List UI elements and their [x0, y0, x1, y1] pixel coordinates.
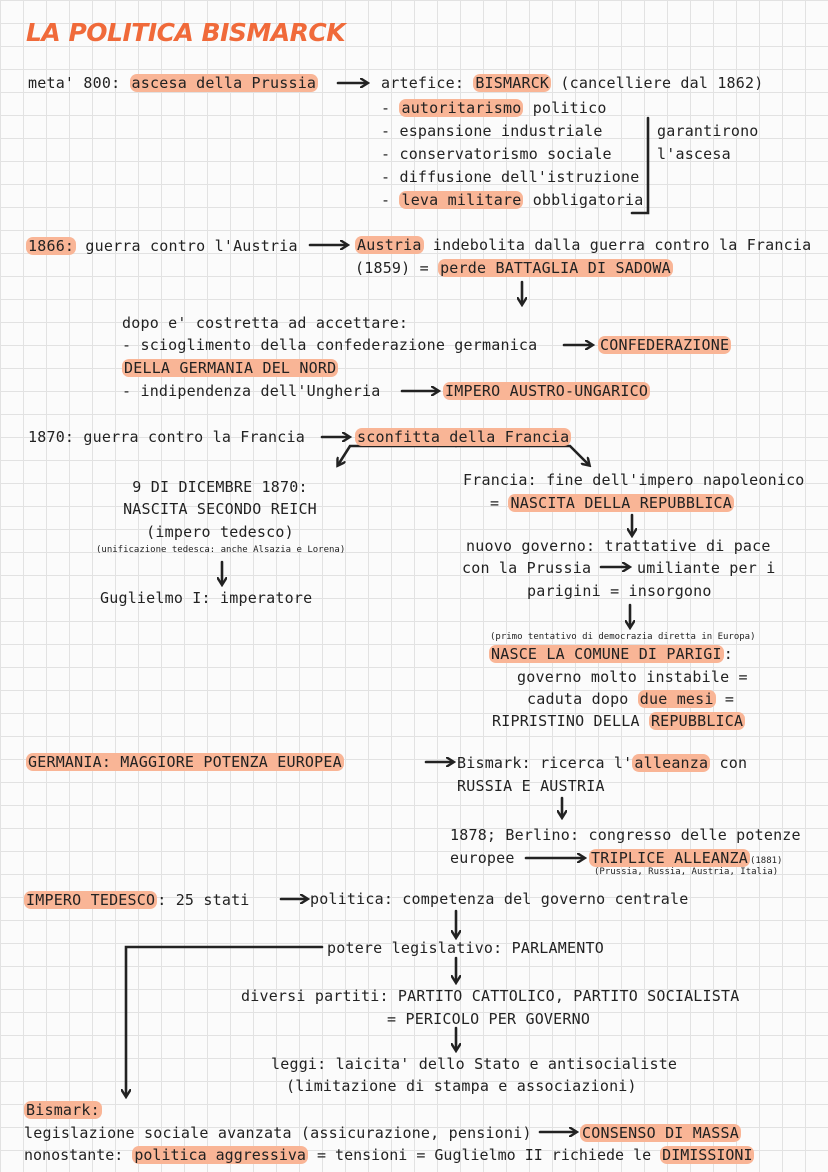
france-line: NASCE LA COMUNE DI PARIGI : [491, 645, 734, 663]
reich-line: (impero tedesco) [146, 523, 294, 541]
france-line: nuovo governo: trattative di pace [466, 537, 771, 555]
s4-line: europee [450, 849, 515, 867]
bracket-note: l'ascesa [657, 145, 731, 163]
reich-line: 9 DI DICEMBRE 1870: [132, 478, 308, 496]
france-note: (primo tentativo di democrazia diretta in Europa) [490, 632, 756, 642]
s3-left: 1870: guerra contro la Francia [28, 428, 305, 446]
s4-left: GERMANIA: MAGGIORE POTENZA EUROPEA [28, 753, 342, 771]
s5-line: potere legislativo: PARLAMENTO [327, 939, 604, 957]
france-line: caduta dopo due mesi = [527, 690, 735, 708]
s3-left-result: sconfitta della Francia [357, 428, 570, 446]
s5-left: IMPERO TEDESCO : 25 stati [26, 891, 250, 909]
s5-bismark-line: nonostante: politica aggressiva = tensioni = Guglielmo II richiede le DIMISSIONI [24, 1146, 753, 1164]
s5-bismark: Bismark: [26, 1101, 100, 1119]
list-item: - autoritarismo politico [381, 99, 607, 117]
list-item: - leva militare obbligatoria [381, 191, 644, 209]
s5-line: diversi partiti: PARTITO CATTOLICO, PARTITO SOCIALISTA [241, 987, 740, 1005]
s4-line: TRIPLICE ALLEANZA (1881) [591, 849, 783, 867]
s4-line: RUSSIA E AUSTRIA [457, 777, 605, 795]
france-line: Francia: fine dell'impero napoleonico [463, 471, 805, 489]
france-line: = NASCITA DELLA REPUBBLICA [490, 494, 733, 512]
s2-left: 1866: guerra contro l'Austria [28, 237, 298, 255]
s2-line: - scioglimento della confederazione germanica [122, 336, 538, 354]
s2-line: CONFEDERAZIONE [600, 336, 730, 354]
s5-line: (limitazione di stampa e associazioni) [286, 1077, 637, 1095]
s4-line: 1878; Berlino: congresso delle potenze [450, 826, 801, 844]
s5-bismark-line: legislazione sociale avanzata (assicurazione, pensioni) [24, 1124, 532, 1142]
france-line: con la Prussia [462, 559, 592, 577]
s2-line: DELLA GERMANIA DEL NORD [124, 359, 337, 377]
s1-left: meta' 800: ascesa della Prussia [28, 74, 317, 92]
france-line: umiliante per i [637, 559, 776, 577]
list-item: - espansione industriale [381, 122, 603, 140]
s4-line: Bismark: ricerca l' alleanza con [457, 754, 748, 772]
s2-line: dopo e' costretta ad accettare: [122, 314, 409, 332]
list-item: - diffusione dell'istruzione [381, 168, 640, 186]
reich-line: NASCITA SECONDO REICH [123, 500, 317, 518]
s5-line: leggi: laicita' dello Stato e antisocialiste [271, 1055, 678, 1073]
arrow [456, 446, 589, 465]
s1-right: artefice: BISMARCK (cancelliere dal 1862) [381, 74, 764, 92]
france-line: parigini = insorgono [527, 582, 712, 600]
reich-note: (unificazione tedesca: anche Alsazia e Lorena) [96, 545, 346, 555]
france-line: governo molto instabile = [517, 668, 748, 686]
s5-bismark-line: CONSENSO DI MASSA [582, 1124, 739, 1142]
arrow [338, 446, 456, 465]
reich-line: Guglielmo I: imperatore [100, 589, 313, 607]
bracket-note: garantirono [657, 122, 759, 140]
s2-right-1: Austria indebolita dalla guerra contro la Francia [357, 236, 812, 254]
france-line: RIPRISTINO DELLA REPUBBLICA [492, 712, 744, 730]
list-item: - conservatorismo sociale [381, 145, 612, 163]
arrow [126, 947, 322, 1096]
s2-right-2: (1859) = perde BATTAGLIA DI SADOWA [355, 259, 671, 277]
page-title: LA POLITICA BISMARCK [26, 18, 346, 47]
s2-line: - indipendenza dell'Ungheria [122, 382, 381, 400]
s4-note: (Prussia, Russia, Austria, Italia) [594, 867, 779, 877]
s5-line: politica: competenza del governo centrale [310, 890, 689, 908]
s2-line: IMPERO AUSTRO-UNGARICO [445, 382, 649, 400]
s5-line: = PERICOLO PER GOVERNO [387, 1010, 591, 1028]
